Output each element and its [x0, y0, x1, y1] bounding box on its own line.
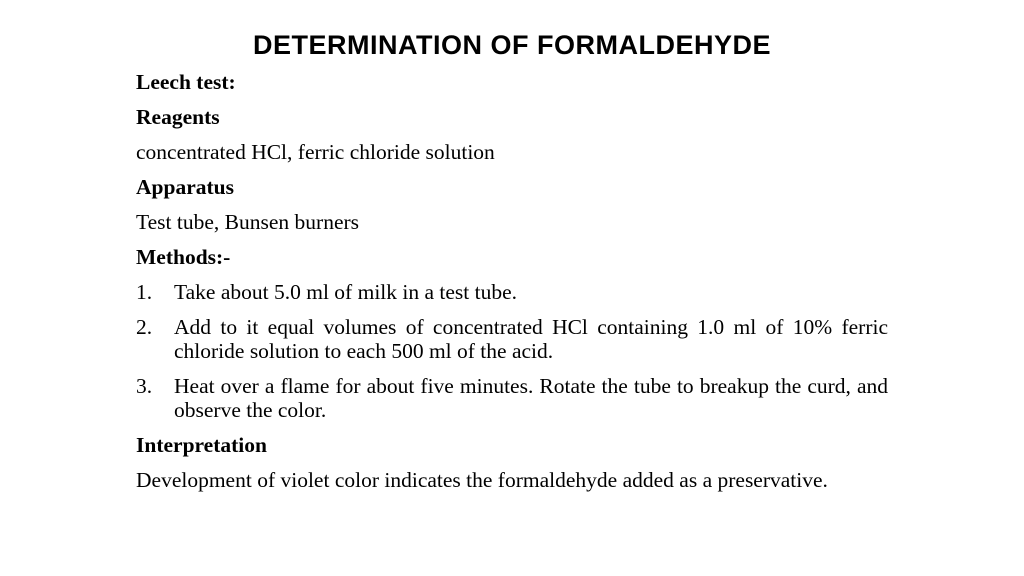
method-step-text: Heat over a flame for about five minutes. Rotate the tube to breakup the curd, and observe the color. — [174, 374, 888, 422]
methods-heading: Methods:- — [136, 245, 231, 269]
method-step — [136, 280, 888, 304]
reagents-heading: Reagents — [136, 105, 220, 129]
method-step-number: 2. — [136, 315, 153, 339]
method-step — [136, 315, 888, 363]
methods-list — [136, 280, 888, 422]
method-step-text: Take about 5.0 ml of milk in a test tube. — [174, 280, 518, 304]
apparatus-heading: Apparatus — [136, 175, 234, 199]
interpretation-text: Development of violet color indicates the formaldehyde added as a preservative. — [136, 468, 828, 492]
method-step-text: Add to it equal volumes of concentrated HCl containing 1.0 ml of 10% ferric chloride solution to each 500 ml of the acid. — [174, 315, 888, 363]
method-step — [136, 374, 888, 422]
leech-test-heading: Leech test: — [136, 70, 236, 94]
apparatus-text: Test tube, Bunsen burners — [136, 210, 360, 234]
interpretation-heading: Interpretation — [136, 433, 267, 457]
method-step-number: 3. — [136, 374, 153, 398]
slide-body — [136, 70, 888, 503]
reagents-text: concentrated HCl, ferric chloride solution — [136, 140, 495, 164]
method-step-number: 1. — [136, 280, 153, 304]
slide-title: DETERMINATION OF FORMALDEHYDE — [253, 30, 771, 60]
